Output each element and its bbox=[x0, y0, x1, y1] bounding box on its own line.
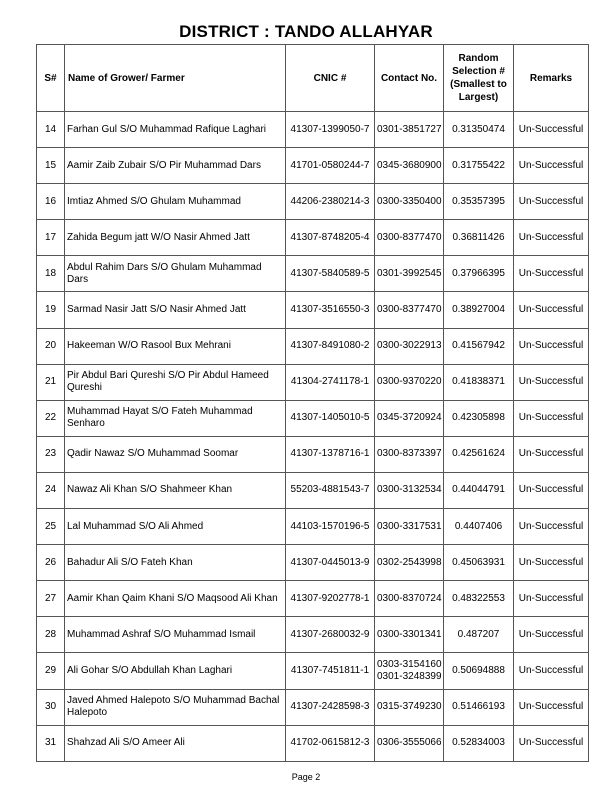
cell-name: Farhan Gul S/O Muhammad Rafique Laghari bbox=[65, 112, 286, 148]
cell-sn: 20 bbox=[37, 328, 65, 364]
cell-cnic: 41307-8491080-2 bbox=[286, 328, 375, 364]
table-row bbox=[37, 256, 589, 292]
cell-cnic: 41307-3516550-3 bbox=[286, 292, 375, 328]
cell-cnic: 41701-0580244-7 bbox=[286, 148, 375, 184]
table-header-row bbox=[37, 45, 589, 112]
contact-number: 0301-3851727 bbox=[377, 123, 442, 135]
cell-contact bbox=[375, 472, 444, 508]
cell-remarks: Un-Successful bbox=[514, 725, 589, 761]
cell-random: 0.52834003 bbox=[444, 725, 514, 761]
cell-cnic: 41307-9202778-1 bbox=[286, 581, 375, 617]
cell-name: Abdul Rahim Dars S/O Ghulam Muhammad Dars bbox=[65, 256, 286, 292]
cell-cnic: 44206-2380214-3 bbox=[286, 184, 375, 220]
table-row bbox=[37, 328, 589, 364]
contact-number: 0300-8373397 bbox=[377, 448, 442, 460]
table-row bbox=[37, 184, 589, 220]
cell-remarks: Un-Successful bbox=[514, 509, 589, 545]
cell-cnic: 41304-2741178-1 bbox=[286, 364, 375, 400]
cell-sn: 23 bbox=[37, 436, 65, 472]
cell-name: Hakeeman W/O Rasool Bux Mehrani bbox=[65, 328, 286, 364]
cell-sn: 15 bbox=[37, 148, 65, 184]
growers-table bbox=[36, 44, 589, 762]
table-row bbox=[37, 545, 589, 581]
cell-contact bbox=[375, 725, 444, 761]
cell-name: Zahida Begum jatt W/O Nasir Ahmed Jatt bbox=[65, 220, 286, 256]
cell-cnic: 44103-1570196-5 bbox=[286, 509, 375, 545]
col-header-sn: S# bbox=[37, 45, 65, 112]
cell-name: Javed Ahmed Halepoto S/O Muhammad Bachal Halepoto bbox=[65, 689, 286, 725]
cell-random: 0.50694888 bbox=[444, 653, 514, 689]
contact-number: 0345-3680900 bbox=[377, 159, 442, 171]
contact-number: 0315-3749230 bbox=[377, 701, 442, 713]
col-header-random: Random Selection # (Smallest to Largest) bbox=[444, 45, 514, 112]
cell-random: 0.44044791 bbox=[444, 472, 514, 508]
cell-cnic: 55203-4881543-7 bbox=[286, 472, 375, 508]
table-row bbox=[37, 725, 589, 761]
cell-sn: 19 bbox=[37, 292, 65, 328]
cell-contact bbox=[375, 184, 444, 220]
cell-random: 0.37966395 bbox=[444, 256, 514, 292]
contact-number: 0300-8370724 bbox=[377, 592, 442, 604]
cell-sn: 21 bbox=[37, 364, 65, 400]
cell-random: 0.4407406 bbox=[444, 509, 514, 545]
cell-remarks: Un-Successful bbox=[514, 184, 589, 220]
table-row bbox=[37, 148, 589, 184]
contact-number: 0300-8377470 bbox=[377, 231, 442, 243]
cell-remarks: Un-Successful bbox=[514, 112, 589, 148]
cell-random: 0.42561624 bbox=[444, 436, 514, 472]
table-row bbox=[37, 509, 589, 545]
col-header-remarks: Remarks bbox=[514, 45, 589, 112]
table-row bbox=[37, 292, 589, 328]
cell-name: Imtiaz Ahmed S/O Ghulam Muhammad bbox=[65, 184, 286, 220]
cell-remarks: Un-Successful bbox=[514, 617, 589, 653]
cell-name: Qadir Nawaz S/O Muhammad Soomar bbox=[65, 436, 286, 472]
cell-name: Lal Muhammad S/O Ali Ahmed bbox=[65, 509, 286, 545]
cell-contact bbox=[375, 220, 444, 256]
cell-remarks: Un-Successful bbox=[514, 400, 589, 436]
cell-remarks: Un-Successful bbox=[514, 292, 589, 328]
cell-contact bbox=[375, 364, 444, 400]
cell-remarks: Un-Successful bbox=[514, 545, 589, 581]
cell-name: Pir Abdul Bari Qureshi S/O Pir Abdul Hameed Qureshi bbox=[65, 364, 286, 400]
cell-random: 0.487207 bbox=[444, 617, 514, 653]
cell-sn: 29 bbox=[37, 653, 65, 689]
cell-contact bbox=[375, 581, 444, 617]
table-row bbox=[37, 436, 589, 472]
cell-sn: 25 bbox=[37, 509, 65, 545]
contact-number: 0300-8377470 bbox=[377, 304, 442, 316]
cell-random: 0.41838371 bbox=[444, 364, 514, 400]
table-body bbox=[37, 112, 589, 762]
cell-sn: 22 bbox=[37, 400, 65, 436]
cell-random: 0.35357395 bbox=[444, 184, 514, 220]
cell-remarks: Un-Successful bbox=[514, 689, 589, 725]
table-row bbox=[37, 220, 589, 256]
cell-name: Aamir Zaib Zubair S/O Pir Muhammad Dars bbox=[65, 148, 286, 184]
cell-cnic: 41307-2428598-3 bbox=[286, 689, 375, 725]
page-number: Page 2 bbox=[291, 772, 321, 782]
cell-sn: 30 bbox=[37, 689, 65, 725]
cell-cnic: 41307-7451811-1 bbox=[286, 653, 375, 689]
contact-number: 0300-3301341 bbox=[377, 628, 442, 640]
contact-number: 0306-3555066 bbox=[377, 737, 442, 749]
cell-contact bbox=[375, 292, 444, 328]
cell-random: 0.31755422 bbox=[444, 148, 514, 184]
cell-name: Ali Gohar S/O Abdullah Khan Laghari bbox=[65, 653, 286, 689]
contact-number: 0345-3720924 bbox=[377, 412, 442, 424]
cell-sn: 26 bbox=[37, 545, 65, 581]
cell-remarks: Un-Successful bbox=[514, 256, 589, 292]
cell-random: 0.48322553 bbox=[444, 581, 514, 617]
cell-sn: 16 bbox=[37, 184, 65, 220]
cell-name: Muhammad Hayat S/O Fateh Muhammad Senharo bbox=[65, 400, 286, 436]
table-row bbox=[37, 689, 589, 725]
cell-contact bbox=[375, 617, 444, 653]
cell-remarks: Un-Successful bbox=[514, 472, 589, 508]
cell-sn: 31 bbox=[37, 725, 65, 761]
cell-name: Bahadur Ali S/O Fateh Khan bbox=[65, 545, 286, 581]
cell-remarks: Un-Successful bbox=[514, 328, 589, 364]
cell-name: Shahzad Ali S/O Ameer Ali bbox=[65, 725, 286, 761]
cell-cnic: 41307-1405010-5 bbox=[286, 400, 375, 436]
contact-number: 0300-3022913 bbox=[377, 340, 442, 352]
cell-random: 0.38927004 bbox=[444, 292, 514, 328]
cell-remarks: Un-Successful bbox=[514, 581, 589, 617]
table-row bbox=[37, 364, 589, 400]
contact-number: 0302-2543998 bbox=[377, 556, 442, 568]
cell-sn: 27 bbox=[37, 581, 65, 617]
contact-number: 0301-3248399 bbox=[377, 670, 442, 682]
contact-number: 0300-3317531 bbox=[377, 520, 442, 532]
cell-contact bbox=[375, 545, 444, 581]
table-row bbox=[37, 472, 589, 508]
cell-remarks: Un-Successful bbox=[514, 436, 589, 472]
table-row bbox=[37, 400, 589, 436]
cell-contact bbox=[375, 148, 444, 184]
cell-cnic: 41702-0615812-3 bbox=[286, 725, 375, 761]
cell-sn: 17 bbox=[37, 220, 65, 256]
table-row bbox=[37, 112, 589, 148]
cell-random: 0.45063931 bbox=[444, 545, 514, 581]
col-header-cnic: CNIC # bbox=[286, 45, 375, 112]
table-row bbox=[37, 617, 589, 653]
contact-number: 0301-3992545 bbox=[377, 267, 442, 279]
cell-name: Muhammad Ashraf S/O Muhammad Ismail bbox=[65, 617, 286, 653]
cell-sn: 14 bbox=[37, 112, 65, 148]
cell-remarks: Un-Successful bbox=[514, 220, 589, 256]
col-header-contact: Contact No. bbox=[375, 45, 444, 112]
table-row bbox=[37, 653, 589, 689]
cell-random: 0.42305898 bbox=[444, 400, 514, 436]
cell-name: Sarmad Nasir Jatt S/O Nasir Ahmed Jatt bbox=[65, 292, 286, 328]
cell-contact bbox=[375, 112, 444, 148]
cell-cnic: 41307-5840589-5 bbox=[286, 256, 375, 292]
cell-remarks: Un-Successful bbox=[514, 364, 589, 400]
page-title: DISTRICT : TANDO ALLAHYAR bbox=[179, 22, 433, 41]
cell-cnic: 41307-8748205-4 bbox=[286, 220, 375, 256]
cell-random: 0.41567942 bbox=[444, 328, 514, 364]
contact-number: 0300-3132534 bbox=[377, 484, 442, 496]
cell-cnic: 41307-2680032-9 bbox=[286, 617, 375, 653]
cell-sn: 28 bbox=[37, 617, 65, 653]
cell-contact bbox=[375, 653, 444, 689]
col-header-name: Name of Grower/ Farmer bbox=[65, 45, 286, 112]
cell-random: 0.51466193 bbox=[444, 689, 514, 725]
cell-contact bbox=[375, 400, 444, 436]
contact-number: 0303-3154160 bbox=[377, 658, 442, 670]
contact-number: 0300-3350400 bbox=[377, 195, 442, 207]
cell-name: Aamir Khan Qaim Khani S/O Maqsood Ali Khan bbox=[65, 581, 286, 617]
cell-contact bbox=[375, 328, 444, 364]
cell-remarks: Un-Successful bbox=[514, 653, 589, 689]
table-row bbox=[37, 581, 589, 617]
cell-remarks: Un-Successful bbox=[514, 148, 589, 184]
cell-contact bbox=[375, 509, 444, 545]
cell-contact bbox=[375, 256, 444, 292]
cell-random: 0.36811426 bbox=[444, 220, 514, 256]
cell-cnic: 41307-1399050-7 bbox=[286, 112, 375, 148]
cell-contact bbox=[375, 436, 444, 472]
cell-contact bbox=[375, 689, 444, 725]
cell-random: 0.31350474 bbox=[444, 112, 514, 148]
cell-sn: 18 bbox=[37, 256, 65, 292]
cell-cnic: 41307-1378716-1 bbox=[286, 436, 375, 472]
cell-sn: 24 bbox=[37, 472, 65, 508]
cell-cnic: 41307-0445013-9 bbox=[286, 545, 375, 581]
cell-name: Nawaz Ali Khan S/O Shahmeer Khan bbox=[65, 472, 286, 508]
contact-number: 0300-9370220 bbox=[377, 376, 442, 388]
